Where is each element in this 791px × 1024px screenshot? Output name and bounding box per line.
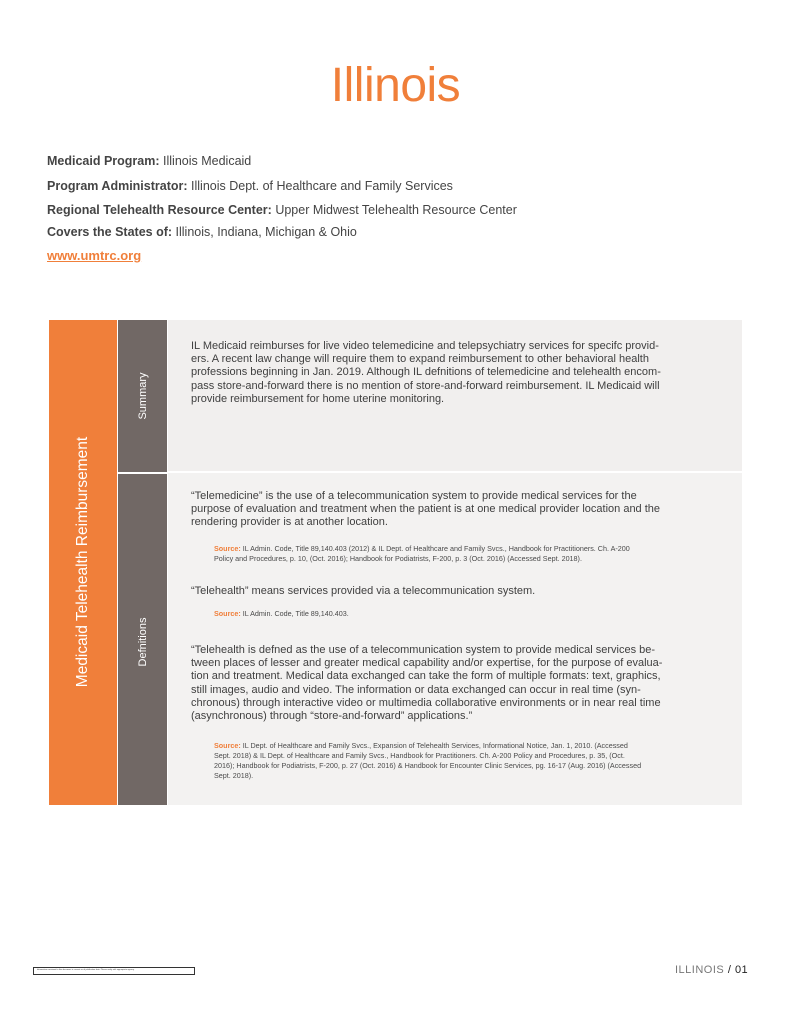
source-line: Sept. 2018). bbox=[214, 771, 254, 780]
footer-page: 01 bbox=[734, 964, 749, 976]
definition-telemedicine bbox=[191, 490, 660, 530]
rtrc-value: Upper Midwest Telehealth Resource Center bbox=[275, 203, 517, 217]
definition-telehealth-short: “Telehealth” means services provided via a telecommunication system. bbox=[191, 585, 536, 597]
source-line: Sept. 2018) & IL Dept. of Healthcare and Family Svcs., Handbook for Practitioners. Ch. A-200 Policy and Procedures, p. 35, (Oct. bbox=[214, 751, 625, 760]
rtrc-label: Regional Telehealth Resource Center: bbox=[47, 203, 272, 217]
definition-line: rendering provider is at another location. bbox=[191, 516, 388, 529]
source-label: Source: bbox=[214, 741, 241, 750]
resource-center bbox=[47, 203, 517, 217]
definition-line: “Telemedicine” is the use of a telecommunication system to provide medical services for the bbox=[191, 490, 637, 502]
summary-line: IL Medicaid reimburses for live video telemedicine and telepsychiatry services for specifc provid- bbox=[191, 340, 659, 352]
footer-note-box bbox=[33, 967, 195, 975]
summary-line: professions beginning in Jan. 2019. Although IL defnitions of telemedicine and telehealth encom- bbox=[191, 366, 661, 379]
definition-telehealth-long bbox=[191, 644, 662, 723]
definition-line: (asynchronous) through “store-and-forward” applications.” bbox=[191, 710, 473, 723]
footer-state: ILLINOIS bbox=[675, 964, 725, 976]
source-line: 2016); Handbook for Podiatrists, F-200, p. 27 (Oct. 2016) & Handbook for Encounter Clinic Services, pg. 16-17 (Aug. 2016) (Accessed bbox=[214, 761, 642, 770]
definition-line: “Telehealth is defned as the use of a telecommunication system to provide medical services be- bbox=[191, 644, 656, 656]
definitions-label: Defnitions bbox=[137, 617, 149, 667]
source-line: Policy and Procedures, p. 10, (Oct. 2016); Handbook for Podiatrists, F-200, p. 3 (Oct. 2016) (Accessed Sept. 2018). bbox=[214, 554, 582, 563]
source-2 bbox=[214, 609, 349, 619]
summary-box bbox=[168, 320, 742, 471]
administrator-label: Program Administrator: bbox=[47, 179, 188, 193]
medicaid-program-label: Medicaid Program: bbox=[47, 154, 160, 168]
source-3 bbox=[214, 741, 641, 781]
page-title: Illinois bbox=[330, 59, 461, 112]
program-administrator bbox=[47, 179, 453, 193]
summary-label: Summary bbox=[137, 372, 149, 420]
reimbursement-panel bbox=[49, 320, 742, 805]
definition-line: tion and treatment. Medical data exchanged can take the form of multiple formats: text, graphics, bbox=[191, 670, 661, 683]
summary-line: provide reimbursement for home uterine monitoring. bbox=[191, 392, 445, 405]
source-label: Source: bbox=[214, 544, 241, 553]
medicaid-program bbox=[47, 154, 251, 168]
source-line: IL Dept. of Healthcare and Family Svcs., Expansion of Telehealth Services, Informational Notice, Jan. 1, 2010. (Accessed bbox=[240, 741, 628, 750]
definition-line: still images, audio and video. The information or data exchanged can occur in real time (syn- bbox=[191, 683, 641, 696]
administrator-value: Illinois Dept. of Healthcare and Family Services bbox=[191, 179, 453, 193]
source-line: IL Admin. Code, Title 89,140.403. bbox=[240, 609, 349, 618]
definition-line: purpose of evaluation and treatment when the patient is at one medical provider location and the bbox=[191, 503, 661, 516]
summary-text bbox=[191, 340, 661, 406]
definition-line: tween places of lesser and greater medical capability and/or expertise, for the purpose of evalua- bbox=[191, 657, 663, 670]
medicaid-program-value: Illinois Medicaid bbox=[163, 154, 252, 168]
summary-line: ers. A recent law change will require them to expand reimbursement to other behavioral health bbox=[191, 353, 649, 366]
website-link[interactable]: www.umtrc.org bbox=[47, 248, 142, 263]
main-section-label: Medicaid Telehealth Reimbursement bbox=[74, 436, 91, 688]
footer-note: Information contained in this document is current as of publication date. Please verify with appropriate agency. bbox=[37, 969, 135, 971]
footer-slash: / bbox=[727, 964, 732, 976]
page-number bbox=[675, 964, 748, 976]
source-1 bbox=[214, 544, 630, 564]
source-label: Source: bbox=[214, 609, 241, 618]
summary-line: pass store-and-forward there is no mention of store-and-forward reimbursement. IL Medicaid will bbox=[191, 379, 660, 392]
covers-states bbox=[47, 225, 357, 239]
source-line: IL Admin. Code, Title 89,140.403 (2012) & IL Dept. of Healthcare and Family Svcs., Handbook for Practitioners. Ch. A-200 bbox=[240, 544, 630, 553]
definitions-box bbox=[168, 473, 742, 805]
definition-line: chronous) through interactive video or multimedia collaborative environments or in near real time bbox=[191, 696, 661, 709]
covers-value: Illinois, Indiana, Michigan & Ohio bbox=[175, 225, 357, 239]
covers-label: Covers the States of: bbox=[47, 225, 173, 239]
